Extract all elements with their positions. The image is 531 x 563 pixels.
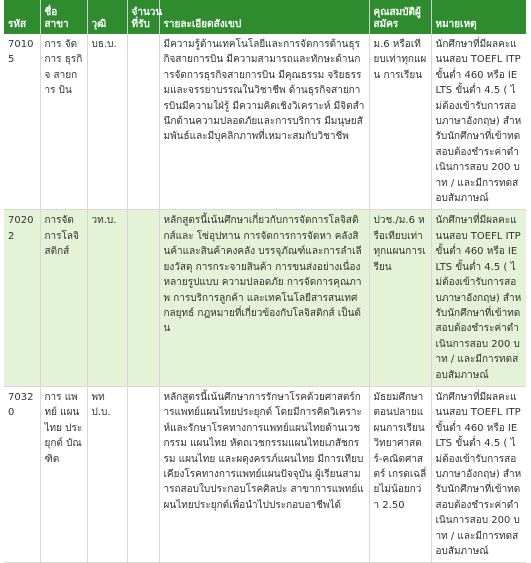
header-detail: รายละเอียดสังเขป — [159, 0, 369, 34]
table-body — [4, 34, 526, 563]
table-row — [4, 210, 526, 386]
cell-degree: บธ.บ. — [87, 34, 127, 210]
cell-seats — [127, 210, 159, 386]
header-code: รหัส — [4, 0, 40, 34]
cell-qualification: มัธยมศึกษาตอนปลายแผนการเรียนวิทยาศาสตร์-คณิตศาสตร์ เกรดเฉลี่ยไม่น้อยกว่า 2.50 — [369, 386, 431, 562]
header-seats: จำนวน ที่รับ — [127, 0, 159, 34]
curriculum-table — [4, 0, 526, 563]
header-degree: วุฒิ — [87, 0, 127, 34]
cell-detail: หลักสูตรนี้เน้นศึกษาเกี่ยวกับการจัดการโลจิสติกส์และ โซ่อุปทาน การจัดการการจัดหา คลังสินค้าและสินค้าคงคลัง บรรจุภัณฑ์และการลำเลียงวัสดุ การกระจายสินค้า การขนส่งอย่างเนื่องหลายรูปแบบ ความปลอดภัย การจัดการคุณภาพ การบริการลูกค้า และเทคโนโลยีสารสนเทศ กลยุทธ์ กฎหมายที่เกี่ยวข้องกับโลจิสติกส์ เป็นต้น — [159, 210, 369, 386]
cell-remark: นักศึกษาที่มีผลคะแนนสอบ TOEFL ITP ขั้นต่ำ 460 หรือ IELTS ขั้นต่ำ 4.5 ( ไม่ต้องเข้ารับการสอบภาษาอังกฤษ) สำหรับนักศึกษาที่เข้าทดสอบต้องชำระค่าดำเนินการสอบ 200 บาท / และมีการทดสอบสัมภาษณ์ — [431, 386, 526, 562]
header-name: ชื่อ สาขา — [40, 0, 87, 34]
cell-name: การจัด การโลจิ สติกส์ — [40, 210, 87, 386]
table-row — [4, 386, 526, 562]
cell-name: การ จัดการ ธุรกิจ สายการ บิน — [40, 34, 87, 210]
cell-remark: นักศึกษาที่มีผลคะแนนสอบ TOEFL ITP ขั้นต่ำ 460 หรือ IELTS ขั้นต่ำ 4.5 ( ไม่ต้องเข้ารับการสอบภาษาอังกฤษ) สำหรับนักศึกษาที่เข้าทดสอบต้องชำระค่าดำเนินการสอบ 200 บาท / และมีการทดสอบสัมภาษณ์ — [431, 34, 526, 210]
curriculum-table-container — [4, 0, 526, 557]
header-remark: หมายเหตุ — [431, 0, 526, 34]
cell-remark: นักศึกษาที่มีผลคะแนนสอบ TOEFL ITP ขั้นต่ำ 460 หรือ IELTS ขั้นต่ำ 4.5 ( ไม่ต้องเข้ารับการสอบภาษาอังกฤษ) สำหรับนักศึกษาที่เข้าทดสอบต้องชำระค่าดำเนินการสอบ 200 บาท / และมีการทดสอบสัมภาษณ์ — [431, 210, 526, 386]
cell-qualification: ปวช./ม.6 หรือเทียบเท่าทุกแผนการเรียน — [369, 210, 431, 386]
cell-detail: มีความรู้ด้านเทคโนโลยีและการจัดการด้านธุรกิจสายการบิน มีความสามารถและทักษะด้านการจัดการธุรกิจสายการบิน มีคุณธรรม จริยธรรมและจรรยาบรรณในวิชาชีพ ด้านธุรกิจสายการบินมีความใฝ่รู้ มีความคิดเชิงวิเคราะห์ มีจิตสำนึกด้านความปลอดภัยและการบริการ มีมนุษยสัมพันธ์และมีบุคลิกภาพที่เหมาะสมกับวิชาชีพ — [159, 34, 369, 210]
cell-qualification: ม.6 หรือเทียบเท่าทุกแผน การเรียน — [369, 34, 431, 210]
header-row — [4, 0, 526, 34]
cell-code: 70320 — [4, 386, 40, 562]
cell-code: 70202 — [4, 210, 40, 386]
header-qualification: คุณสมบัติผู้ สมัคร — [369, 0, 431, 34]
cell-seats — [127, 34, 159, 210]
cell-detail: หลักสูตรนี้เน้นศึกษาการรักษาโรคด้วยศาสตร์การแพทย์แผนไทยประยุกต์ โดยมีการคิดวิเคราะห์และรักษาโรคทางการแพทย์แผนไทยด้านเวชกรรม แผนไทย หัตถเวชกรรมแผนไทยเภสัชกรรม แผนไทย และผดุงครรภ์แผนไทย มีการเทียบเคียงโรคทางการแพทย์แผนปัจจุบัน ผู้เรียนสามารถสอบใบประกอบโรคศิลปะ สาขาการแพทย์แผนไทยประยุกต์เพื่อนำไปประกอบอาชีพได้ — [159, 386, 369, 562]
cell-degree: พทป.บ. — [87, 386, 127, 562]
table-header — [4, 0, 526, 34]
table-row — [4, 34, 526, 210]
cell-code: 70105 — [4, 34, 40, 210]
cell-name: การ แพทย์ แผน ไทย ประยุกต์ บัณฑิต — [40, 386, 87, 562]
cell-seats — [127, 386, 159, 562]
cell-degree: วท.บ. — [87, 210, 127, 386]
